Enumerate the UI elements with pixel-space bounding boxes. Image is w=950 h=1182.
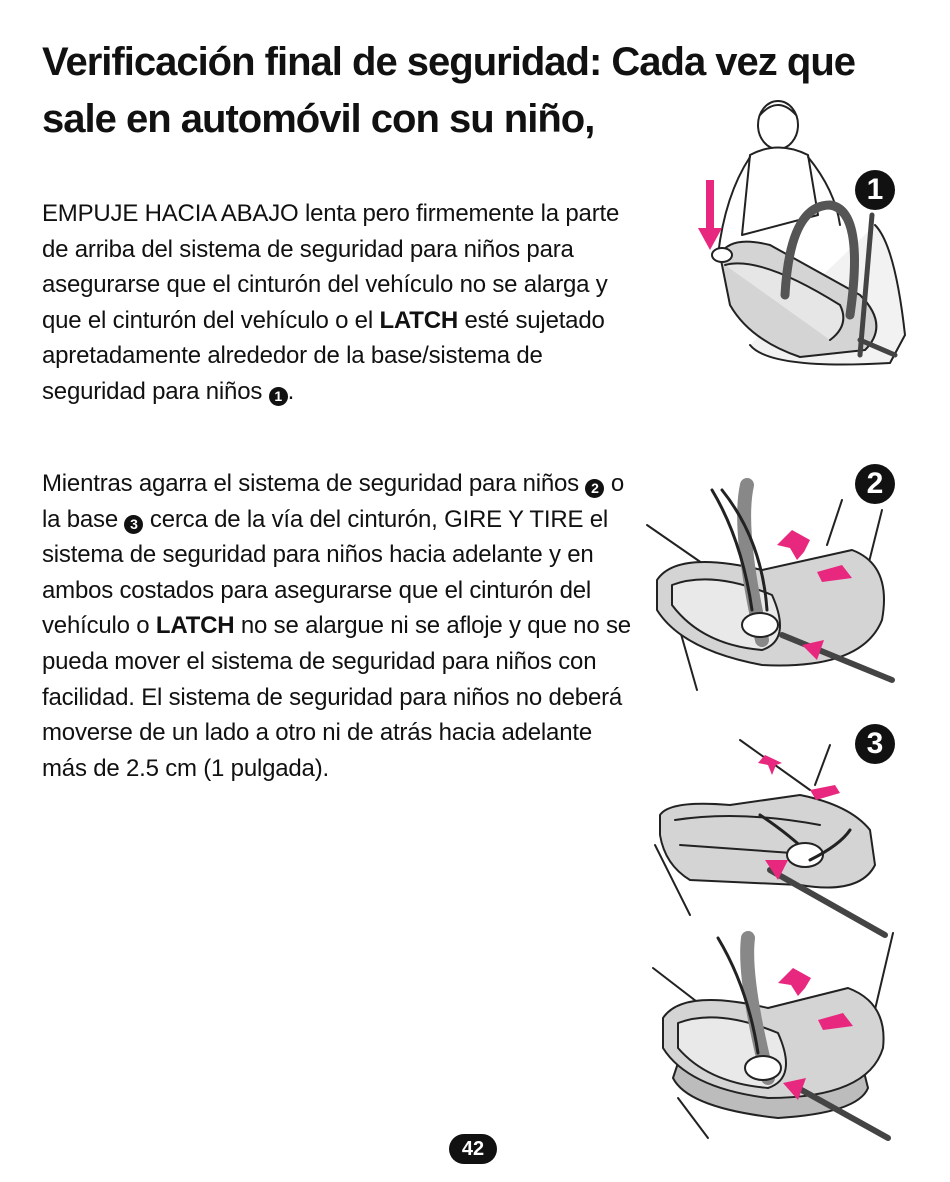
paragraph-push-down	[42, 196, 642, 410]
paragraph-text: Mientras agarra el sistema de seguridad para niños	[42, 470, 586, 497]
latch-term: LATCH	[155, 612, 235, 640]
paragraph-text: cerca de la vía del cinturón, GIRE Y TIRE el sistema de seguridad para niños hacia adelante y en ambos costados para asegurarse que el cinturón del vehículo o	[42, 505, 609, 640]
illustration-twist-pull-seat	[642, 470, 912, 700]
page-number: 42	[449, 1134, 497, 1164]
paragraph-text: no se alargue ni se afloje y que no se pueda mover el sistema de seguridad para niños con facilidad. El sistema de seguridad para niños no deberá moverse de un lado a otro ni de atrás hacia adelante más de 2.5 cm (1 pulgada).	[42, 612, 631, 782]
latch-term: LATCH	[379, 306, 458, 334]
paragraph-twist-pull	[42, 466, 632, 786]
step-3-reference: 3	[124, 515, 143, 534]
paragraph-text: esté sujetado apretadamente alrededor de la base/sistema de seguridad para niños	[42, 306, 605, 405]
paragraph-text: EMPUJE HACIA ABAJO lenta pero firmemente la parte de arriba del sistema de seguridad para niños para asegurarse que el cinturón del vehículo no se alarga y que el cinturón del vehículo o el	[42, 200, 620, 334]
figure-2-label: 2	[855, 464, 895, 504]
step-2-reference: 2	[585, 479, 604, 498]
illustration-push-down	[690, 95, 915, 375]
step-1-reference: 1	[269, 387, 288, 406]
illustration-twist-seat-on-base	[648, 928, 910, 1143]
figure-3-label: 3	[855, 724, 895, 764]
page-title: Verificación final de seguridad: Cada vez que sale en automóvil con su niño,	[42, 40, 856, 141]
paragraph-text: o la base	[42, 470, 625, 533]
figure-1-label: 1	[855, 170, 895, 210]
paragraph-text: .	[287, 377, 295, 405]
illustration-grip-base	[650, 735, 910, 940]
